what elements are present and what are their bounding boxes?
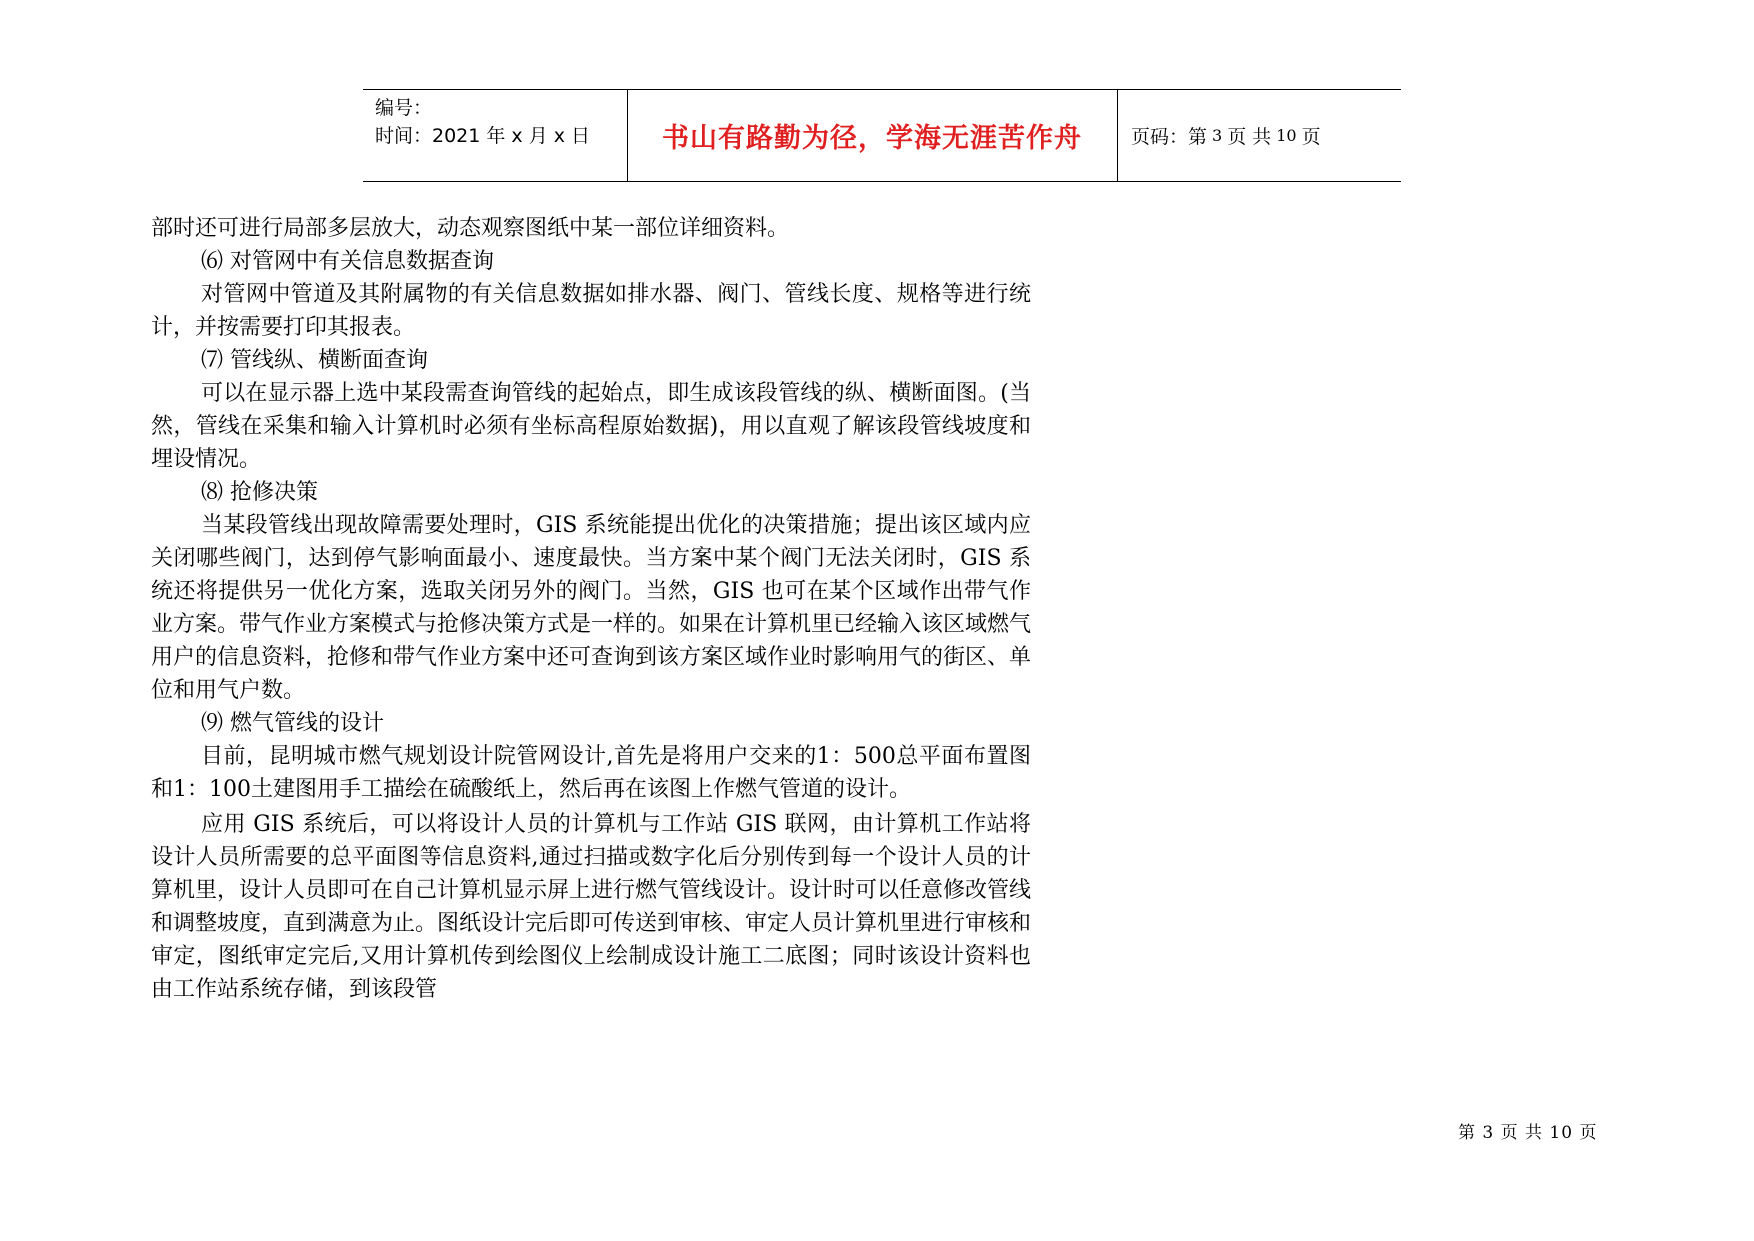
document-number-label: 编号： xyxy=(375,97,433,119)
header-page-indicator xyxy=(1131,90,1321,181)
page-middle: 页 共 xyxy=(1227,126,1272,148)
page-suffix: 页 xyxy=(1301,126,1321,148)
header-meta xyxy=(375,94,625,150)
header-motto: 书山有路勤为径，学海无涯苦作舟 xyxy=(662,123,1082,154)
page-footer: 第 3 页 共 10 页 xyxy=(1458,1123,1598,1143)
page-header xyxy=(363,89,1401,182)
paragraph: 对管网中管道及其附属物的有关信息数据如排水器、阀门、管线长度、规格等进行统计，并按需要打印其报表。 xyxy=(151,282,1031,340)
page-current: 3 xyxy=(1212,126,1223,145)
paragraph: 可以在显示器上选中某段需查询管线的起始点，即生成该段管线的纵、横断面图。(当然，管线在采集和输入计算机时必须有坐标高程原始数据)，用以直观了解该段管线坡度和埋设情况。 xyxy=(151,381,1031,472)
section-heading: ⑺ 管线纵、横断面查询 xyxy=(201,348,428,373)
header-divider xyxy=(627,90,628,181)
section-heading: ⑹ 对管网中有关信息数据查询 xyxy=(201,249,494,274)
page-prefix: 页码：第 xyxy=(1131,126,1208,148)
page-total: 10 xyxy=(1276,126,1297,145)
section-heading: ⑼ 燃气管线的设计 xyxy=(201,711,384,736)
document-time-label: 时间：2021 年 x 月 x 日 xyxy=(375,125,591,147)
section-heading: ⑻ 抢修决策 xyxy=(201,480,318,505)
paragraph: 部时还可进行局部多层放大，动态观察图纸中某一部位详细资料。 xyxy=(151,216,790,241)
header-divider xyxy=(1117,90,1118,181)
paragraph: 当某段管线出现故障需要处理时，GIS 系统能提出优化的决策措施；提出该区域内应关闭哪些阀门，达到停气影响面最小、速度最快。当方案中某个阀门无法关闭时，GIS 系统还将提供另一优化方案，选取关闭另外的阀门。当然，GIS 也可在某个区域作出带气作业方案。带气作业方案模式与抢修决策方式是一样的。如果在计算机里已经输入该区域燃气用户的信息资料，抢修和带气作业方案中还可查询到该方案区域作业时影响用气的街区、单位和用气户数。 xyxy=(151,513,1032,703)
document-body xyxy=(151,212,1031,1006)
paragraph: 目前，昆明城市燃气规划设计院管网设计,首先是将用户交来的1：500总平面布置图和1：100土建图用手工描绘在硫酸纸上，然后再在该图上作燃气管道的设计。 xyxy=(151,744,1031,802)
paragraph: 应用 GIS 系统后，可以将设计人员的计算机与工作站 GIS 联网，由计算机工作站将设计人员所需要的总平面图等信息资料,通过扫描或数字化后分别传到每一个设计人员的计算机里，设计人员即可在自己计算机显示屏上进行燃气管线设计。设计时可以任意修改管线和调整坡度，直到满意为止。图纸设计完后即可传送到审核、审定人员计算机里进行审核和审定，图纸审定完后,又用计算机传到绘图仪上绘制成设计施工二底图；同时该设计资料也由工作站系统存储，到该段管 xyxy=(151,812,1032,1002)
